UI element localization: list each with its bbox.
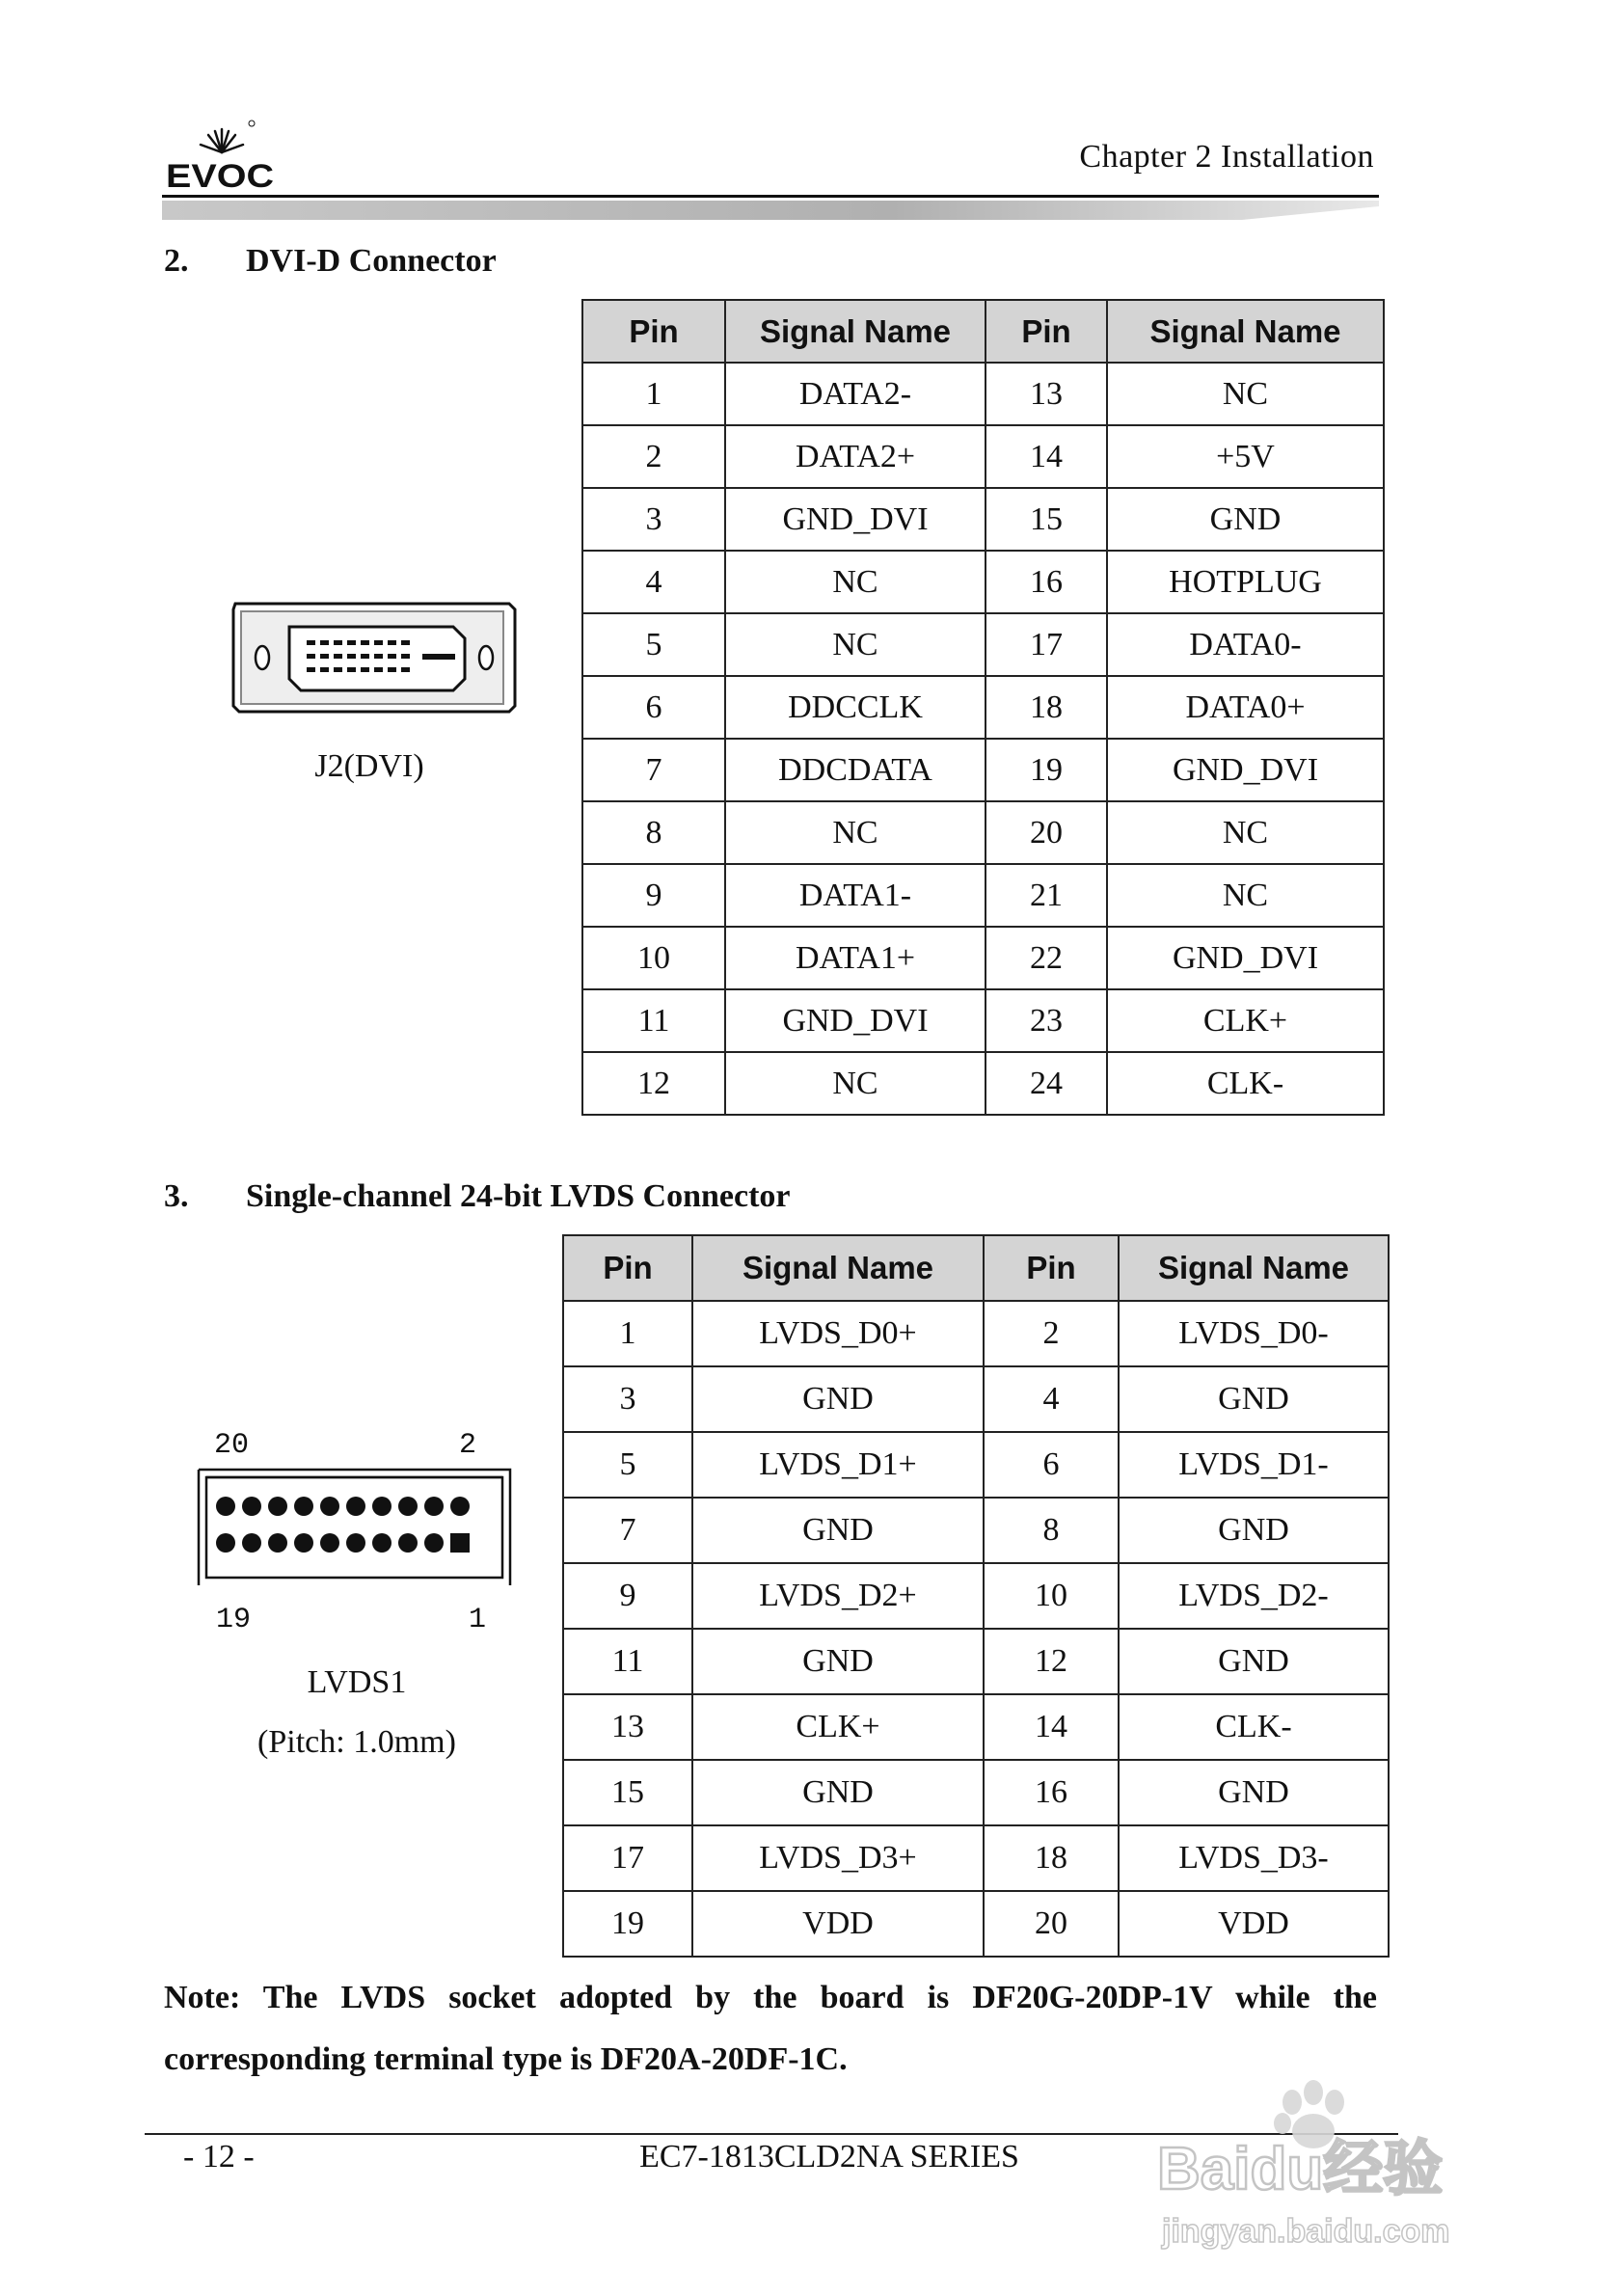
svg-text:EVOC: EVOC [166, 158, 274, 193]
lvds-pin-mark [216, 1497, 235, 1516]
table-row [582, 363, 1384, 425]
dvi-pin-mark [334, 640, 342, 645]
section-2-number: 2. [164, 243, 189, 279]
header-rule [162, 195, 1379, 220]
pin-number-cell: 15 [986, 488, 1107, 551]
pin-number-cell: 9 [582, 864, 725, 927]
lvds-pin-mark [346, 1497, 365, 1516]
dvi-pin-mark [374, 667, 383, 672]
lvds-figure-caption: LVDS1 [307, 1664, 407, 1700]
svg-text:1: 1 [469, 1604, 487, 1636]
signal-name-cell: +5V [1107, 425, 1384, 488]
table-row [582, 425, 1384, 488]
signal-name-cell: LVDS_D3- [1119, 1825, 1389, 1891]
signal-name-cell: NC [725, 551, 986, 613]
table-row [563, 1432, 1389, 1498]
product-series: EC7-1813CLD2NA SERIES [639, 2139, 1019, 2174]
signal-name-cell: CLK- [1119, 1694, 1389, 1760]
signal-name-cell: LVDS_D0- [1119, 1301, 1389, 1366]
signal-name-cell: NC [1107, 801, 1384, 864]
signal-name-cell: LVDS_D0+ [692, 1301, 984, 1366]
lvds-pin-mark [346, 1533, 365, 1553]
header-signal-name: Signal Name [1119, 1235, 1389, 1301]
pin-number-cell: 21 [986, 864, 1107, 927]
section-2-title: DVI-D Connector [246, 243, 497, 279]
header-signal-name: Signal Name [1107, 300, 1384, 363]
pin-number-cell: 24 [986, 1052, 1107, 1115]
dvi-pin-mark [307, 667, 315, 672]
evoc-logo [162, 116, 278, 193]
table-row [582, 927, 1384, 989]
signal-name-cell: DATA0+ [1107, 676, 1384, 739]
dvi-pin-mark [374, 640, 383, 645]
dvi-pin-mark [401, 640, 410, 645]
dvi-pin-mark [320, 667, 329, 672]
table-row [582, 739, 1384, 801]
signal-name-cell: GND [1119, 1629, 1389, 1694]
table-row [582, 801, 1384, 864]
lvds-pin-mark [450, 1497, 470, 1516]
lvds-figure-subcaption: (Pitch: 1.0mm) [257, 1724, 456, 1760]
svg-text:2: 2 [459, 1429, 477, 1462]
pin-number-cell: 19 [563, 1891, 692, 1957]
signal-name-cell: GND_DVI [1107, 739, 1384, 801]
signal-name-cell: DATA1+ [725, 927, 986, 989]
header-signal-name: Signal Name [725, 300, 986, 363]
dvi-pin-mark [334, 654, 342, 659]
table-row [582, 989, 1384, 1052]
header-signal-name: Signal Name [692, 1235, 984, 1301]
pin-number-cell: 18 [986, 676, 1107, 739]
signal-name-cell: VDD [692, 1891, 984, 1957]
lvds-pin-mark [242, 1533, 261, 1553]
lvds-pin-mark [398, 1497, 418, 1516]
pin-number-cell: 15 [563, 1760, 692, 1825]
baidu-watermark [1157, 2064, 1543, 2256]
pin-number-cell: 12 [582, 1052, 725, 1115]
table-row [563, 1694, 1389, 1760]
pin-number-cell: 13 [563, 1694, 692, 1760]
signal-name-cell: DDCCLK [725, 676, 986, 739]
lvds-pin-mark [372, 1497, 392, 1516]
table-row [582, 613, 1384, 676]
lvds-connector-diagram [193, 1419, 516, 1636]
pin-number-cell: 2 [582, 425, 725, 488]
pin-number-cell: 1 [582, 363, 725, 425]
dvi-pin-mark [361, 640, 369, 645]
section-3-number: 3. [164, 1178, 189, 1214]
lvds-pin-mark [320, 1497, 339, 1516]
signal-name-cell: LVDS_D1+ [692, 1432, 984, 1498]
table-row [563, 1563, 1389, 1629]
table-row [582, 488, 1384, 551]
dvi-pin-mark [307, 640, 315, 645]
dvi-pin-mark [361, 654, 369, 659]
lvds-pin-mark [268, 1497, 287, 1516]
signal-name-cell: GND [1107, 488, 1384, 551]
signal-name-cell: CLK- [1107, 1052, 1384, 1115]
pin-number-cell: 16 [984, 1760, 1119, 1825]
pin-number-cell: 20 [984, 1891, 1119, 1957]
pin-number-cell: 4 [582, 551, 725, 613]
table-row [563, 1366, 1389, 1432]
signal-name-cell: DATA0- [1107, 613, 1384, 676]
signal-name-cell: GND_DVI [1107, 927, 1384, 989]
signal-name-cell: GND [1119, 1366, 1389, 1432]
dvi-pin-table [581, 299, 1385, 1116]
dvi-pin-mark [388, 654, 396, 659]
pin-number-cell: 18 [984, 1825, 1119, 1891]
signal-name-cell: CLK+ [692, 1694, 984, 1760]
pin-number-cell: 3 [563, 1366, 692, 1432]
pin-number-cell: 8 [582, 801, 725, 864]
pin-number-cell: 20 [986, 801, 1107, 864]
signal-name-cell: LVDS_D1- [1119, 1432, 1389, 1498]
lvds-pin-mark [242, 1497, 261, 1516]
pin-number-cell: 1 [563, 1301, 692, 1366]
page-number: - 12 - [183, 2139, 255, 2174]
signal-name-cell: NC [725, 1052, 986, 1115]
pin-number-cell: 11 [563, 1629, 692, 1694]
signal-name-cell: GND [692, 1760, 984, 1825]
table-row [563, 1301, 1389, 1366]
dvi-pin-mark [347, 667, 356, 672]
signal-name-cell: LVDS_D2- [1119, 1563, 1389, 1629]
lvds-pin-mark [294, 1497, 313, 1516]
pin-number-cell: 9 [563, 1563, 692, 1629]
pin-number-cell: 14 [984, 1694, 1119, 1760]
pin-number-cell: 16 [986, 551, 1107, 613]
lvds-pin-mark [424, 1497, 444, 1516]
dvi-pin-mark [388, 640, 396, 645]
pin-number-cell: 3 [582, 488, 725, 551]
lvds-pin-mark [450, 1533, 470, 1553]
svg-text:20: 20 [214, 1429, 250, 1462]
pin-number-cell: 4 [984, 1366, 1119, 1432]
svg-text:jingyan.baidu.com: jingyan.baidu.com [1162, 2213, 1450, 2250]
signal-name-cell: LVDS_D2+ [692, 1563, 984, 1629]
pin-number-cell: 23 [986, 989, 1107, 1052]
dvi-pin-mark [347, 654, 356, 659]
note-paragraph: Note: The LVDS socket adopted by the board is DF20G-20DP-1V while the corresponding terminal type is DF20A-20DF-1C. [164, 1980, 1377, 2077]
signal-name-cell: GND_DVI [725, 488, 986, 551]
table-row [582, 676, 1384, 739]
signal-name-cell: LVDS_D3+ [692, 1825, 984, 1891]
dvi-pin-mark [320, 654, 329, 659]
table-row [563, 1629, 1389, 1694]
signal-name-cell: DATA2- [725, 363, 986, 425]
pin-number-cell: 22 [986, 927, 1107, 989]
pin-number-cell: 8 [984, 1498, 1119, 1563]
pin-number-cell: 17 [563, 1825, 692, 1891]
pin-number-cell: 5 [563, 1432, 692, 1498]
signal-name-cell: NC [725, 613, 986, 676]
dvi-pin-mark [334, 667, 342, 672]
signal-name-cell: DATA2+ [725, 425, 986, 488]
table-row [582, 1052, 1384, 1115]
dvi-pin-mark [307, 654, 315, 659]
pin-number-cell: 7 [582, 739, 725, 801]
table-row [563, 1760, 1389, 1825]
header-pin: Pin [563, 1235, 692, 1301]
header-pin: Pin [986, 300, 1107, 363]
signal-name-cell: NC [725, 801, 986, 864]
dvi-figure-caption: J2(DVI) [314, 748, 424, 784]
signal-name-cell: DDCDATA [725, 739, 986, 801]
dvi-connector-diagram [230, 600, 519, 717]
signal-name-cell: GND [1119, 1498, 1389, 1563]
pin-number-cell: 2 [984, 1301, 1119, 1366]
dvi-pin-mark [401, 667, 410, 672]
lvds-pin-mark [268, 1533, 287, 1553]
dvi-pin-mark [347, 640, 356, 645]
pin-number-cell: 19 [986, 739, 1107, 801]
signal-name-cell: HOTPLUG [1107, 551, 1384, 613]
dvi-pin-mark [374, 654, 383, 659]
signal-name-cell: GND [692, 1366, 984, 1432]
lvds-pin-mark [294, 1533, 313, 1553]
table-header-row [582, 300, 1384, 363]
table-row [582, 551, 1384, 613]
signal-name-cell: VDD [1119, 1891, 1389, 1957]
signal-name-cell: GND [692, 1629, 984, 1694]
pin-number-cell: 6 [582, 676, 725, 739]
header-pin: Pin [582, 300, 725, 363]
table-row [563, 1498, 1389, 1563]
table-row [563, 1891, 1389, 1957]
pin-number-cell: 10 [582, 927, 725, 989]
lvds-pin-mark [424, 1533, 444, 1553]
pin-number-cell: 17 [986, 613, 1107, 676]
lvds-pin-mark [216, 1533, 235, 1553]
chapter-title: Chapter 2 Installation [1079, 139, 1374, 175]
table-header-row [563, 1235, 1389, 1301]
lvds-pin-mark [372, 1533, 392, 1553]
dvi-pin-mark [361, 667, 369, 672]
lvds-pin-mark [320, 1533, 339, 1553]
lvds-pin-table [562, 1234, 1390, 1958]
table-row [563, 1825, 1389, 1891]
dvi-pin-mark [401, 654, 410, 659]
pin-number-cell: 11 [582, 989, 725, 1052]
pin-number-cell: 6 [984, 1432, 1119, 1498]
table-row [582, 864, 1384, 927]
pin-number-cell: 12 [984, 1629, 1119, 1694]
pin-number-cell: 14 [986, 425, 1107, 488]
signal-name-cell: GND [692, 1498, 984, 1563]
lvds-pin-mark [398, 1533, 418, 1553]
signal-name-cell: GND [1119, 1760, 1389, 1825]
pin-number-cell: 5 [582, 613, 725, 676]
header-pin: Pin [984, 1235, 1119, 1301]
signal-name-cell: NC [1107, 864, 1384, 927]
section-3-title: Single-channel 24-bit LVDS Connector [246, 1178, 791, 1214]
pin-number-cell: 13 [986, 363, 1107, 425]
signal-name-cell: DATA1- [725, 864, 986, 927]
dvi-pin-mark [388, 667, 396, 672]
pin-number-cell: 7 [563, 1498, 692, 1563]
signal-name-cell: GND_DVI [725, 989, 986, 1052]
dvi-pin-mark [320, 640, 329, 645]
svg-text:Baidu经验: Baidu经验 [1157, 2136, 1444, 2202]
signal-name-cell: CLK+ [1107, 989, 1384, 1052]
svg-text:19: 19 [216, 1604, 252, 1636]
pin-number-cell: 10 [984, 1563, 1119, 1629]
signal-name-cell: NC [1107, 363, 1384, 425]
